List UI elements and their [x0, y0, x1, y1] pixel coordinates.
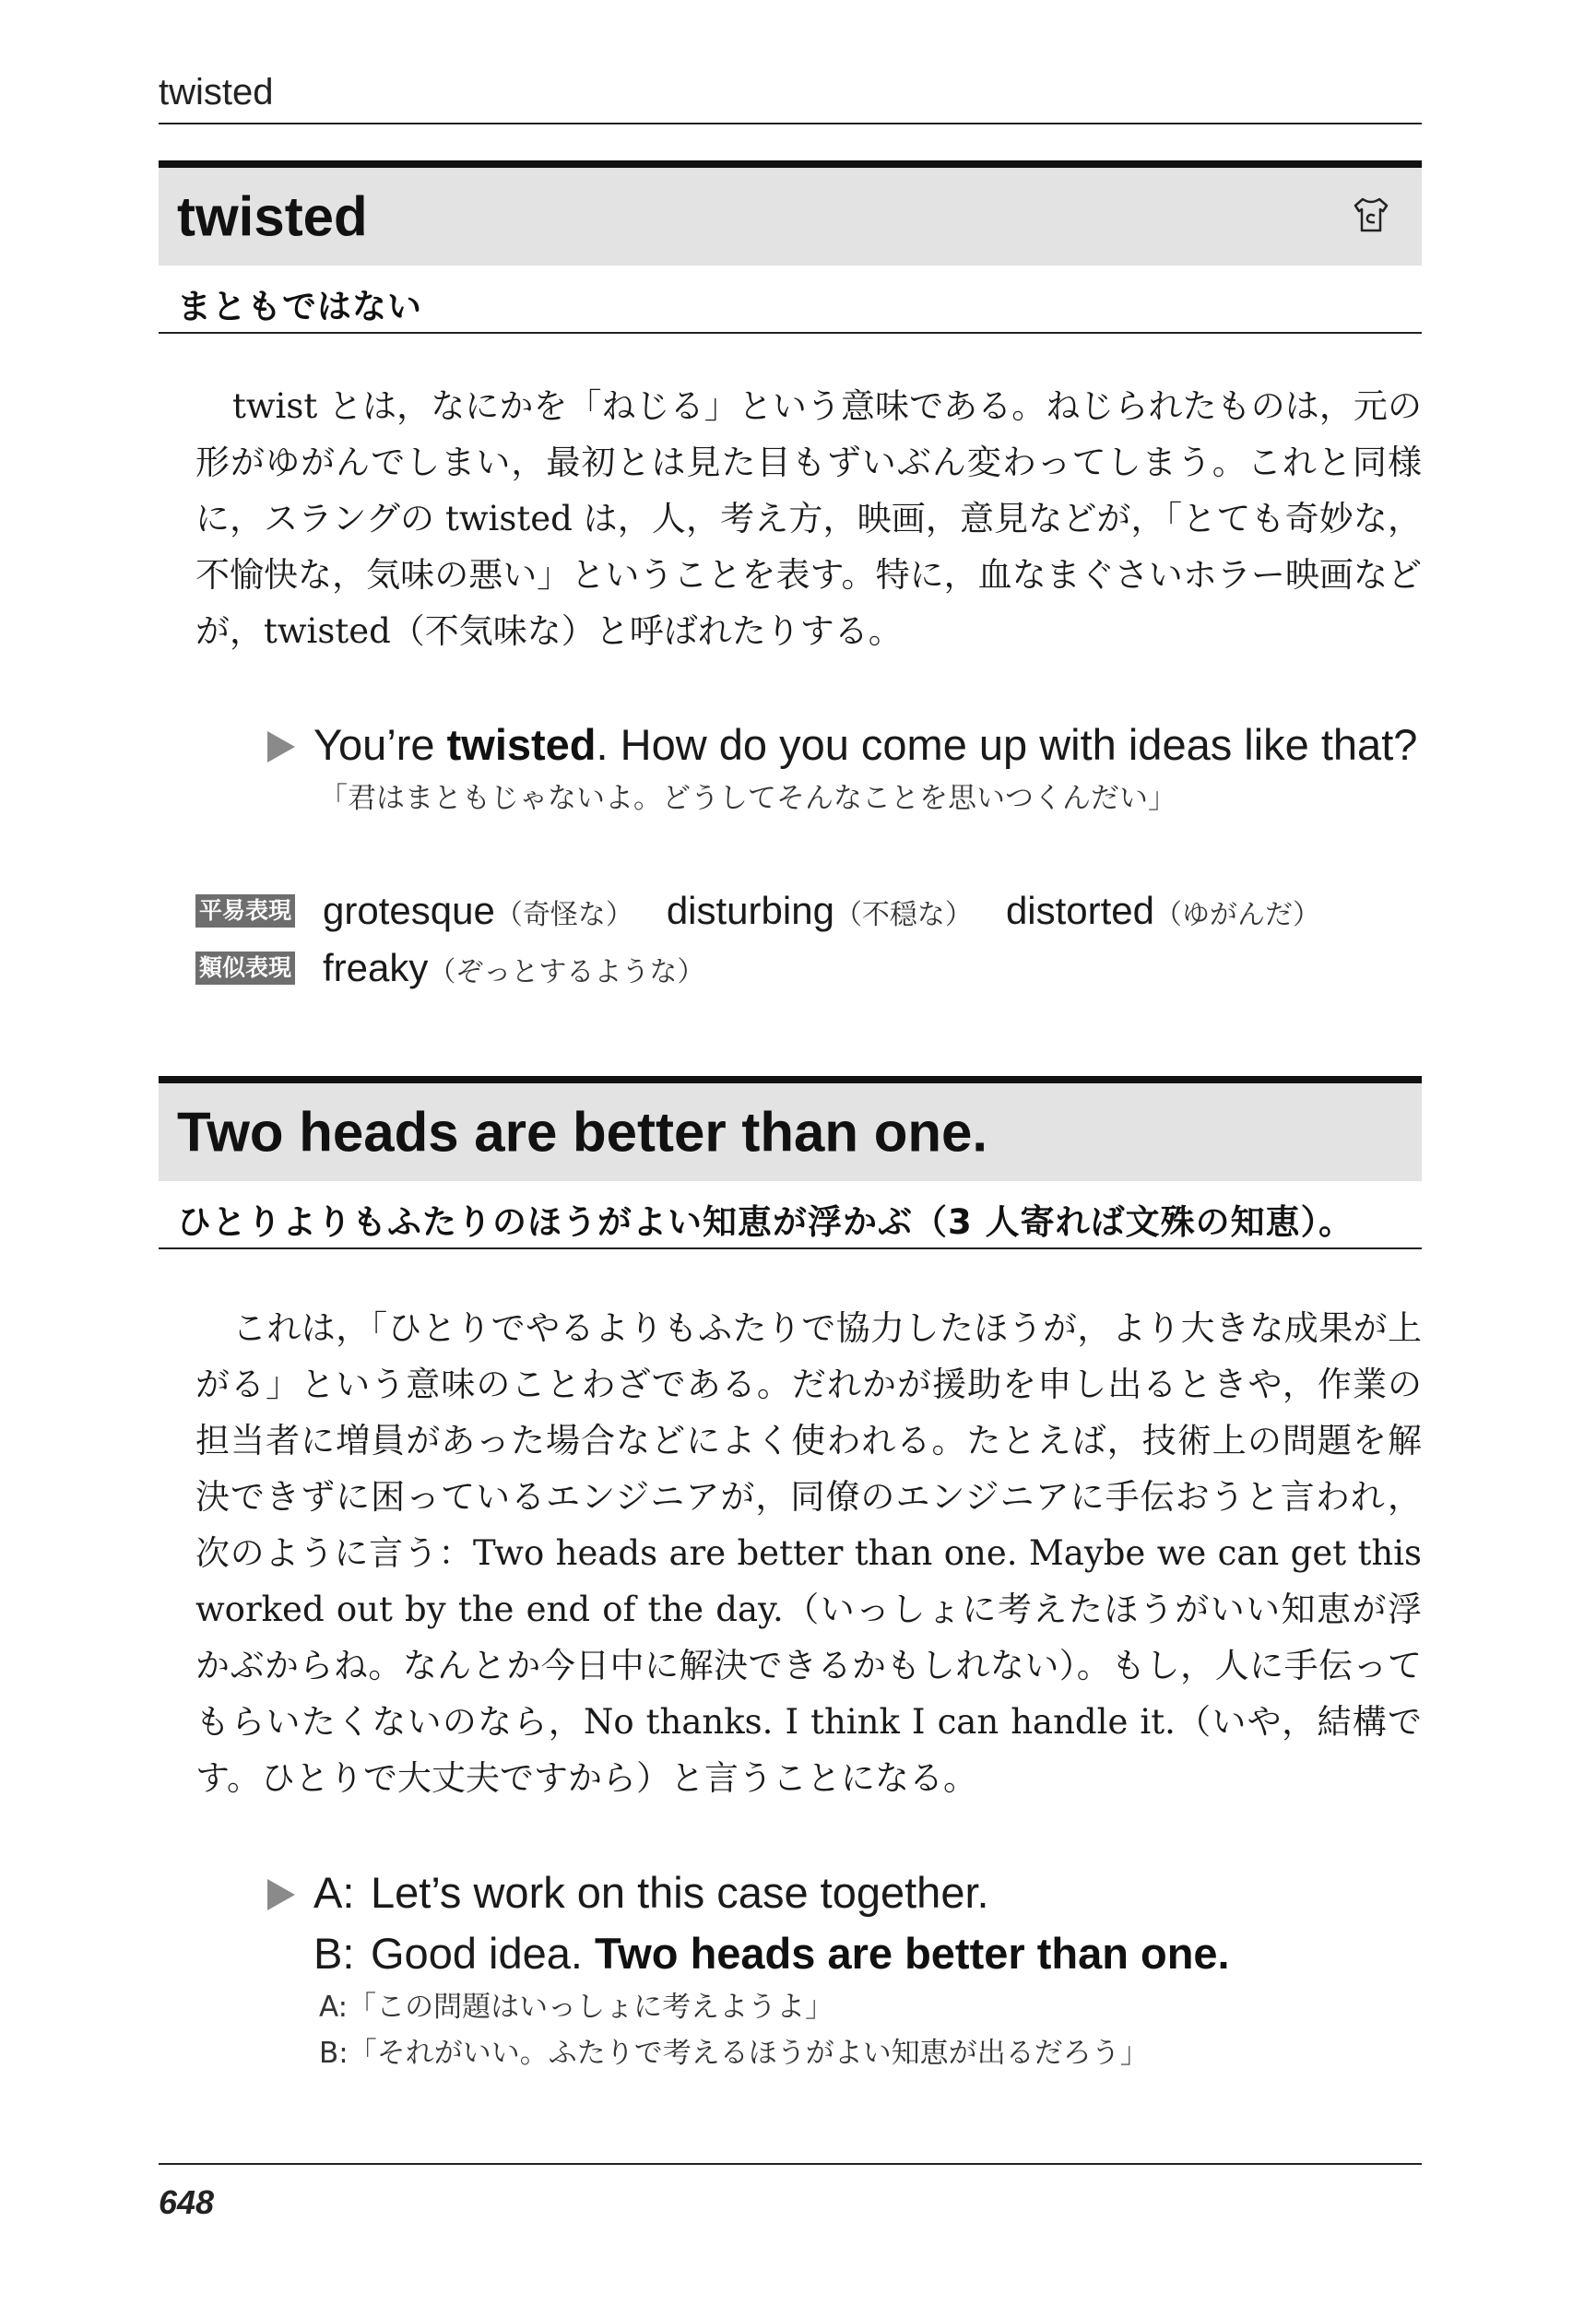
dialogue-translation-a: A:「この問題はいっしょに考えようよ」: [319, 1991, 834, 2024]
dialogue-line-b: B: Good idea. Two heads are better than one.: [313, 1929, 1230, 1978]
related-word: distorted（ゆがんだ）: [1005, 889, 1321, 932]
related-word: freaky（ぞっとするような）: [323, 946, 705, 989]
header-rule: [159, 123, 1422, 124]
dialogue-translation-b: B:「それがいい。ふたりで考えるほうがよい知恵が出るだろう」: [319, 2037, 1149, 2070]
related-word: grotesque（奇怪な）: [323, 889, 633, 932]
example-sentence: [267, 715, 1417, 822]
entry-rule: [159, 1247, 1422, 1249]
plain-expression-label: 平易表現: [195, 894, 295, 928]
entry-body: [195, 378, 1422, 659]
running-head: twisted: [159, 72, 274, 112]
body-paragraph: twist とは，なにかを「ねじる」という意味である。ねじられたものは，元の形がゆがんでしまい，最初とは見た目もずいぶん変わってしまう。これと同様に，スラングの twisted は，人，考え方，映画，意見などが，「とても奇妙な，不愉快な，気味の悪い」ということを表す。特に，血なまぐさいホラー映画などが，twisted（不気味な）と呼ばれたりする。: [195, 386, 1422, 651]
similar-expression-label: 類似表現: [195, 952, 295, 985]
entry-two-heads: [159, 1076, 1422, 1249]
triangle-bullet-icon: [267, 1879, 295, 1910]
dialogue-line-a: A: Let’s work on this case together.: [267, 1862, 1230, 1923]
entry-title: Two heads are better than one.: [177, 1101, 988, 1164]
example-line: You’re twisted. How do you come up with ideas like that?: [267, 715, 1417, 775]
page-number: 648: [159, 2183, 215, 2221]
entry-body: [195, 1300, 1422, 1806]
entry-head: [159, 168, 1422, 266]
entry-top-bar: [159, 1076, 1422, 1083]
entry-rule: [159, 332, 1422, 334]
plain-expressions: [195, 883, 1354, 939]
triangle-bullet-icon: [267, 731, 295, 762]
similar-expressions: [195, 940, 738, 996]
entry-twisted: [159, 160, 1422, 334]
footer-rule: [159, 2163, 1422, 2165]
example-translation: 「君はまともじゃないよ。どうしてそんなことを思いつくんだい」: [319, 782, 1176, 815]
body-paragraph: これは，「ひとりでやるよりもふたりで協力したほうが，より大きな成果が上がる」という意味のことわざである。だれかが援助を申し出るときや，作業の担当者に増員があった場合などによく使われる。たとえば，技術上の問題を解決できずに困っているエンジニアが，同僚のエンジニアに手伝おうと言われ，次のように言う：Two heads are better than one. Maybe we can get this worked out by the end of the day.（いっしょに考えたほうがいい知恵が浮かぶからね。なんとか今日中に解決できるかもしれない）。もし，人に手伝ってもらいたくないのなら，No thanks. I think I can handle it.（いや，結構です。ひとりで大丈夫ですから）と言うことになる。: [195, 1308, 1422, 1798]
entry-title: twisted: [177, 185, 368, 248]
entry-meaning: まともではない: [177, 287, 422, 326]
entry-top-bar: [159, 160, 1422, 168]
casual-shirt-icon: [1352, 195, 1390, 234]
example-dialogue: [267, 1862, 1230, 2076]
entry-meaning: ひとりよりもふたりのほうがよい知恵が浮かぶ（3 人寄れば文殊の知恵）。: [177, 1202, 1354, 1242]
entry-head: [159, 1083, 1422, 1181]
related-word: disturbing（不穏な）: [666, 889, 973, 932]
